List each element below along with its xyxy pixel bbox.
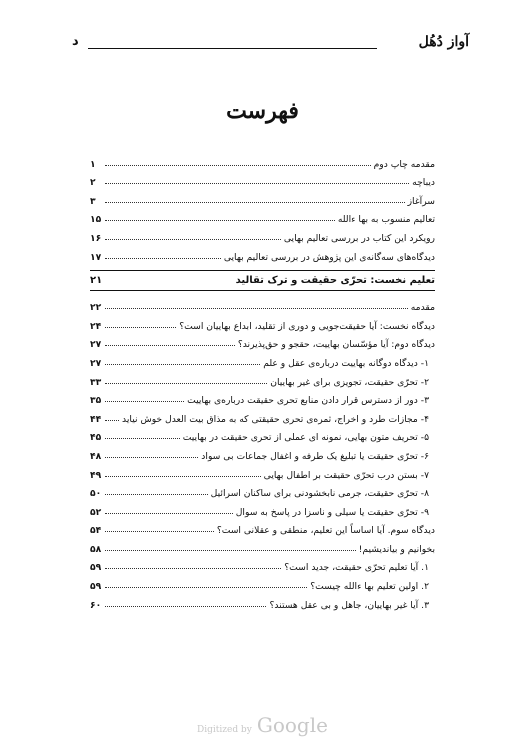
toc-page-number: ۴۴ <box>90 413 102 425</box>
toc-entry <box>90 443 435 462</box>
toc-dot-leader <box>105 606 266 607</box>
toc-entry <box>90 244 435 263</box>
toc-entry <box>90 388 435 407</box>
toc-page-number: ۲۴ <box>90 320 102 332</box>
toc-dot-leader <box>105 476 261 477</box>
toc-dot-leader <box>105 420 119 421</box>
toc-entry <box>90 462 435 481</box>
toc-page-number: ۱۶ <box>90 232 102 244</box>
toc-dot-leader <box>105 345 235 346</box>
toc-page-number: ۳۵ <box>90 395 102 407</box>
toc-entry <box>90 151 435 170</box>
toc-entry-title: دیدگاه دوم: آیا مؤسّسان بهاییت، حقجو و حق‌پذیرند؟ <box>237 339 435 351</box>
toc-dot-leader <box>105 364 260 365</box>
toc-dot-leader <box>105 258 221 259</box>
toc-page-number: ۲۱ <box>90 274 103 286</box>
toc-dot-leader <box>105 513 233 514</box>
running-header <box>72 34 469 56</box>
toc-entry-title: بخوانیم و بیاندیشیم! <box>358 543 435 555</box>
toc-page-number: ۵۴ <box>90 525 102 537</box>
toc-entry-title: دیدگاه‌های سه‌گانه‌ی این پژوهش در بررسی تعالیم بهایی <box>223 251 435 263</box>
toc-page-number: ۴۸ <box>90 450 102 462</box>
toc-entry-title: ۷- بستن درب تحرّی حقیقت بر اطفال بهایی <box>263 469 429 481</box>
toc-entry-title: ۱- دیدگاه دوگانه بهاییت درباره‌ی عقل و علم <box>263 357 429 369</box>
toc-page-number: ۳۳ <box>90 376 102 388</box>
toc-entry-title: تعالیم منسوب به بها ءالله <box>337 214 435 226</box>
toc-entry <box>90 481 435 500</box>
toc-dot-leader <box>105 202 405 203</box>
toc-entry <box>90 555 435 574</box>
toc-entry-title: مقدمه چاپ دوم <box>373 158 435 170</box>
toc-entry-title: ۳- دور از دسترس قرار دادن منابع تحری حقیقت درباره‌ی بهاییت <box>187 395 429 407</box>
toc-page-number: ۵۹ <box>90 581 102 593</box>
toc-entry <box>90 369 435 388</box>
watermark-logo-text: Google <box>256 713 328 737</box>
toc-page-number: ۵۹ <box>90 562 102 574</box>
toc-page-number: ۱ <box>90 158 96 170</box>
toc-entry <box>90 225 435 244</box>
toc-entry <box>90 518 435 537</box>
toc-page-number: ۴۹ <box>90 469 102 481</box>
toc-entry-title: ۳. آیا غیر بهاییان، جاهل و بی عقل هستند؟ <box>269 599 429 611</box>
toc-entry-title: دیباچه <box>412 177 435 189</box>
toc-page-number: ۵۰ <box>90 488 102 500</box>
toc-entry <box>90 350 435 369</box>
toc-dot-leader <box>105 401 184 402</box>
toc-page-number: ۳ <box>90 195 96 207</box>
toc-dot-leader <box>105 308 408 309</box>
toc-entry-title: ۹- تحرّی حقیقت یا سیلی و ناسزا در پاسخ به سوال <box>235 506 429 518</box>
toc-entry-title: ۵- تحریف متون بهایی، نمونه ای عملی از تحری حقیقت در بهاییت <box>182 432 429 444</box>
toc-entry-title: دیدگاه نخست: آیا حقیقت‌جویی و دوری از تقلید، ابداع بهاییان است؟ <box>179 320 435 332</box>
toc-entry <box>90 332 435 351</box>
toc-page-number: ۲ <box>90 177 96 189</box>
page-letter: د <box>72 34 79 49</box>
toc-entry <box>90 295 435 314</box>
toc-entry-title: ۸- تحرّی حقیقت، جرمی نابخشودنی برای ساکنان اسرائیل <box>210 488 429 500</box>
toc-dot-leader <box>105 550 356 551</box>
toc-entry-title: دیدگاه سوم. آیا اساساً این تعلیم، منطقی و عقلانی است؟ <box>216 525 435 537</box>
toc-entry <box>90 536 435 555</box>
toc-dot-leader <box>105 327 176 328</box>
watermark <box>0 713 525 737</box>
toc-dot-leader <box>105 239 281 240</box>
toc-entry-title: ۴- مجازات طرد و اخراج، ثمره‌ی تحری حقیقتی که به مذاق بیت العدل خوش نیاید <box>122 413 429 425</box>
watermark-small-text: Digitized by <box>197 725 252 735</box>
toc-entry <box>90 170 435 189</box>
toc-page-number: ۲۷ <box>90 357 102 369</box>
header-rule <box>88 48 377 49</box>
toc-entry <box>90 207 435 226</box>
toc-entry <box>90 313 435 332</box>
toc-page-number: ۱۷ <box>90 251 102 263</box>
toc-entry-title: سرآغاز <box>407 195 435 207</box>
toc-entry <box>90 499 435 518</box>
toc-dot-leader <box>105 531 214 532</box>
toc-dot-leader <box>105 165 371 166</box>
toc-page-number: ۵۸ <box>90 543 102 555</box>
toc-entry <box>90 573 435 592</box>
toc-page-number: ۵۲ <box>90 506 102 518</box>
toc-page-number: ۱۵ <box>90 214 102 226</box>
book-title: آواز دُهُل <box>418 34 469 50</box>
toc-dot-leader <box>105 457 198 458</box>
toc-entry-title: ۱. آیا تعلیم تحرّی حقیقت، جدید است؟ <box>284 562 429 574</box>
toc-entry-title: ۶- تحرّی حقیقت یا تبلیغ یک طرفه و اغفال جماعات بی سواد <box>201 450 429 462</box>
toc-entry-title: تعلیم نخست: تحرّی حقیقت و ترک تقالید <box>235 274 435 286</box>
toc-heading: فهرست <box>226 98 299 124</box>
toc-dot-leader <box>105 568 281 569</box>
toc-page-number: ۶۰ <box>90 599 102 611</box>
toc-section-row <box>90 270 435 291</box>
toc-dot-leader <box>105 438 180 439</box>
toc-entry-title: ۲. اولین تعلیم بها ءالله چیست؟ <box>310 581 429 593</box>
toc-entry <box>90 592 435 611</box>
toc-entry-title: مقدمه <box>410 302 435 314</box>
toc-entry <box>90 425 435 444</box>
toc-entry-title: ۲- تحرّی حقیقت، تجویزی برای غیر بهاییان <box>270 376 429 388</box>
toc-dot-leader <box>105 183 409 184</box>
toc-entry <box>90 188 435 207</box>
toc-dot-leader <box>105 220 335 221</box>
toc-entry-title: رویکرد این کتاب در بررسی تعالیم بهایی <box>283 232 435 244</box>
table-of-contents <box>90 151 435 611</box>
toc-entry <box>90 406 435 425</box>
toc-dot-leader <box>105 494 208 495</box>
toc-page-number: ۲۲ <box>90 302 102 314</box>
toc-dot-leader <box>105 587 307 588</box>
toc-page-number: ۴۵ <box>90 432 102 444</box>
toc-page-number: ۲۷ <box>90 339 102 351</box>
toc-dot-leader <box>105 383 267 384</box>
